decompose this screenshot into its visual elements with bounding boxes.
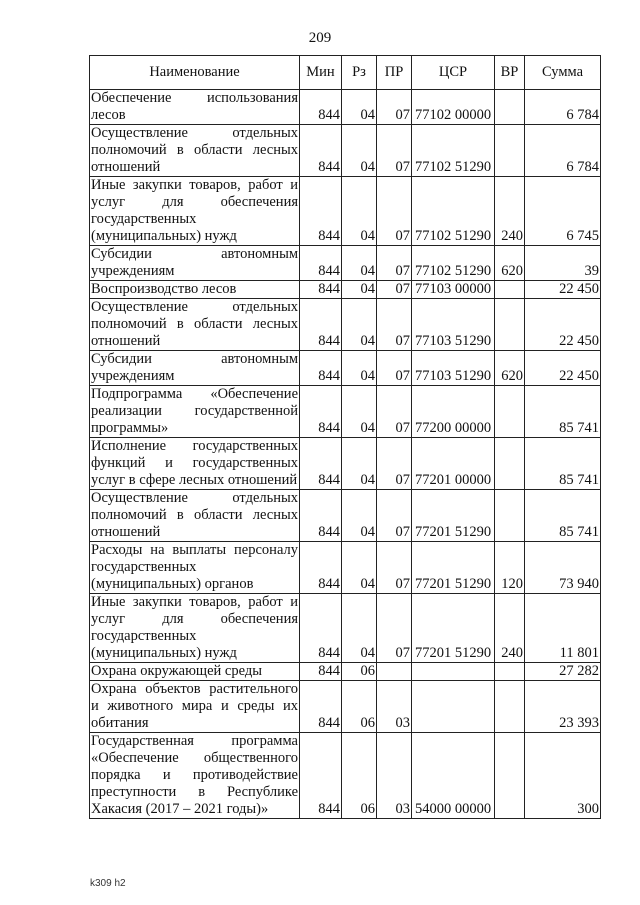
cell-csr: 54000 00000 <box>412 733 495 819</box>
cell-vr <box>495 438 525 490</box>
cell-min: 844 <box>300 733 342 819</box>
cell-pr: 03 <box>377 681 412 733</box>
table-row <box>90 90 601 125</box>
cell-csr: 77201 51290 <box>412 594 495 663</box>
cell-csr: 77103 00000 <box>412 281 495 299</box>
cell-pr: 07 <box>377 594 412 663</box>
cell-csr: 77200 00000 <box>412 386 495 438</box>
cell-sum: 6 745 <box>525 177 601 246</box>
cell-min: 844 <box>300 351 342 386</box>
cell-min: 844 <box>300 125 342 177</box>
cell-min: 844 <box>300 90 342 125</box>
cell-sum: 73 940 <box>525 542 601 594</box>
cell-min: 844 <box>300 490 342 542</box>
cell-rz: 04 <box>342 125 377 177</box>
cell-pr: 07 <box>377 177 412 246</box>
table-row <box>90 177 601 246</box>
cell-name: Субсидии автономным учреждениям <box>91 351 298 384</box>
cell-pr: 07 <box>377 299 412 351</box>
cell-csr: 77102 51290 <box>412 246 495 281</box>
cell-sum: 6 784 <box>525 125 601 177</box>
table-row <box>90 125 601 177</box>
header-name: Наименование <box>90 56 300 90</box>
table-row <box>90 733 601 819</box>
cell-vr <box>495 663 525 681</box>
cell-min: 844 <box>300 177 342 246</box>
cell-rz: 04 <box>342 246 377 281</box>
cell-rz: 04 <box>342 594 377 663</box>
cell-vr: 120 <box>495 542 525 594</box>
cell-vr <box>495 681 525 733</box>
cell-name: Государственная программа «Обеспечение общественного порядка и противодействие преступности в Республике Хакасия (2017 – 2021 годы)» <box>91 733 298 817</box>
cell-csr: 77201 00000 <box>412 438 495 490</box>
cell-vr <box>495 490 525 542</box>
budget-table <box>89 55 601 819</box>
cell-pr <box>377 663 412 681</box>
cell-sum: 39 <box>525 246 601 281</box>
cell-name: Расходы на выплаты персоналу государственных (муниципальных) органов <box>91 542 298 592</box>
cell-rz: 06 <box>342 733 377 819</box>
cell-min: 844 <box>300 299 342 351</box>
cell-vr: 620 <box>495 246 525 281</box>
cell-csr: 77103 51290 <box>412 299 495 351</box>
cell-vr <box>495 281 525 299</box>
cell-rz: 04 <box>342 177 377 246</box>
cell-sum: 85 741 <box>525 386 601 438</box>
cell-pr: 07 <box>377 246 412 281</box>
cell-name: Осуществление отдельных полномочий в области лесных отношений <box>91 299 298 349</box>
cell-csr: 77102 51290 <box>412 177 495 246</box>
cell-rz: 04 <box>342 490 377 542</box>
cell-rz: 06 <box>342 663 377 681</box>
header-pr: ПР <box>377 56 412 90</box>
cell-rz: 04 <box>342 299 377 351</box>
cell-vr <box>495 90 525 125</box>
cell-min: 844 <box>300 281 342 299</box>
cell-min: 844 <box>300 438 342 490</box>
cell-rz: 04 <box>342 542 377 594</box>
table-row <box>90 681 601 733</box>
cell-vr <box>495 125 525 177</box>
cell-min: 844 <box>300 542 342 594</box>
cell-rz: 04 <box>342 90 377 125</box>
table-row <box>90 351 601 386</box>
cell-vr <box>495 733 525 819</box>
cell-name: Подпрограмма «Обеспечение реализации государственной программы» <box>91 386 298 436</box>
cell-name: Исполнение государственных функций и государственных услуг в сфере лесных отношений <box>91 438 298 488</box>
cell-sum: 85 741 <box>525 490 601 542</box>
cell-vr: 240 <box>495 594 525 663</box>
cell-name: Иные закупки товаров, работ и услуг для обеспечения государственных (муниципальных) нужд <box>91 594 298 661</box>
cell-rz: 04 <box>342 351 377 386</box>
header-csr: ЦСР <box>412 56 495 90</box>
table-row <box>90 490 601 542</box>
cell-min: 844 <box>300 594 342 663</box>
cell-vr: 240 <box>495 177 525 246</box>
cell-sum: 6 784 <box>525 90 601 125</box>
header-rz: Рз <box>342 56 377 90</box>
cell-name: Охрана объектов растительного и животного мира и среды их обитания <box>91 681 298 731</box>
footer-code: k309 h2 <box>90 878 126 889</box>
cell-sum: 23 393 <box>525 681 601 733</box>
cell-rz: 04 <box>342 281 377 299</box>
cell-csr <box>412 681 495 733</box>
cell-min: 844 <box>300 246 342 281</box>
cell-sum: 22 450 <box>525 299 601 351</box>
header-min: Мин <box>300 56 342 90</box>
cell-csr: 77102 00000 <box>412 90 495 125</box>
cell-pr: 07 <box>377 542 412 594</box>
cell-pr: 07 <box>377 281 412 299</box>
cell-pr: 07 <box>377 351 412 386</box>
table-row <box>90 281 601 299</box>
cell-pr: 07 <box>377 386 412 438</box>
cell-sum: 85 741 <box>525 438 601 490</box>
cell-name: Охрана окружающей среды <box>90 663 300 681</box>
cell-csr: 77201 51290 <box>412 542 495 594</box>
cell-sum: 11 801 <box>525 594 601 663</box>
cell-min: 844 <box>300 663 342 681</box>
table-row <box>90 246 601 281</box>
table-row <box>90 299 601 351</box>
cell-name: Иные закупки товаров, работ и услуг для обеспечения государственных (муниципальных) нужд <box>91 177 298 244</box>
cell-vr: 620 <box>495 351 525 386</box>
table-body <box>90 90 601 819</box>
cell-rz: 04 <box>342 386 377 438</box>
cell-name: Воспроизводство лесов <box>90 281 300 299</box>
cell-name: Осуществление отдельных полномочий в области лесных отношений <box>91 490 298 540</box>
cell-min: 844 <box>300 681 342 733</box>
table-row <box>90 663 601 681</box>
cell-csr: 77102 51290 <box>412 125 495 177</box>
cell-csr <box>412 663 495 681</box>
cell-rz: 04 <box>342 438 377 490</box>
header-vr: ВР <box>495 56 525 90</box>
table-row <box>90 438 601 490</box>
cell-pr: 07 <box>377 90 412 125</box>
table-row <box>90 386 601 438</box>
table-row <box>90 594 601 663</box>
cell-vr <box>495 299 525 351</box>
cell-pr: 03 <box>377 733 412 819</box>
cell-min: 844 <box>300 386 342 438</box>
cell-pr: 07 <box>377 125 412 177</box>
cell-sum: 22 450 <box>525 281 601 299</box>
table-row <box>90 542 601 594</box>
cell-sum: 27 282 <box>525 663 601 681</box>
cell-csr: 77201 51290 <box>412 490 495 542</box>
cell-rz: 06 <box>342 681 377 733</box>
table-header <box>90 56 601 90</box>
cell-pr: 07 <box>377 438 412 490</box>
cell-sum: 22 450 <box>525 351 601 386</box>
cell-pr: 07 <box>377 490 412 542</box>
cell-vr <box>495 386 525 438</box>
cell-name: Осуществление отдельных полномочий в области лесных отношений <box>91 125 298 175</box>
cell-name: Обеспечение использования лесов <box>91 90 298 123</box>
cell-csr: 77103 51290 <box>412 351 495 386</box>
page-number: 209 <box>308 30 332 46</box>
cell-name: Субсидии автономным учреждениям <box>91 246 298 279</box>
cell-sum: 300 <box>525 733 601 819</box>
header-sum: Сумма <box>525 56 601 90</box>
